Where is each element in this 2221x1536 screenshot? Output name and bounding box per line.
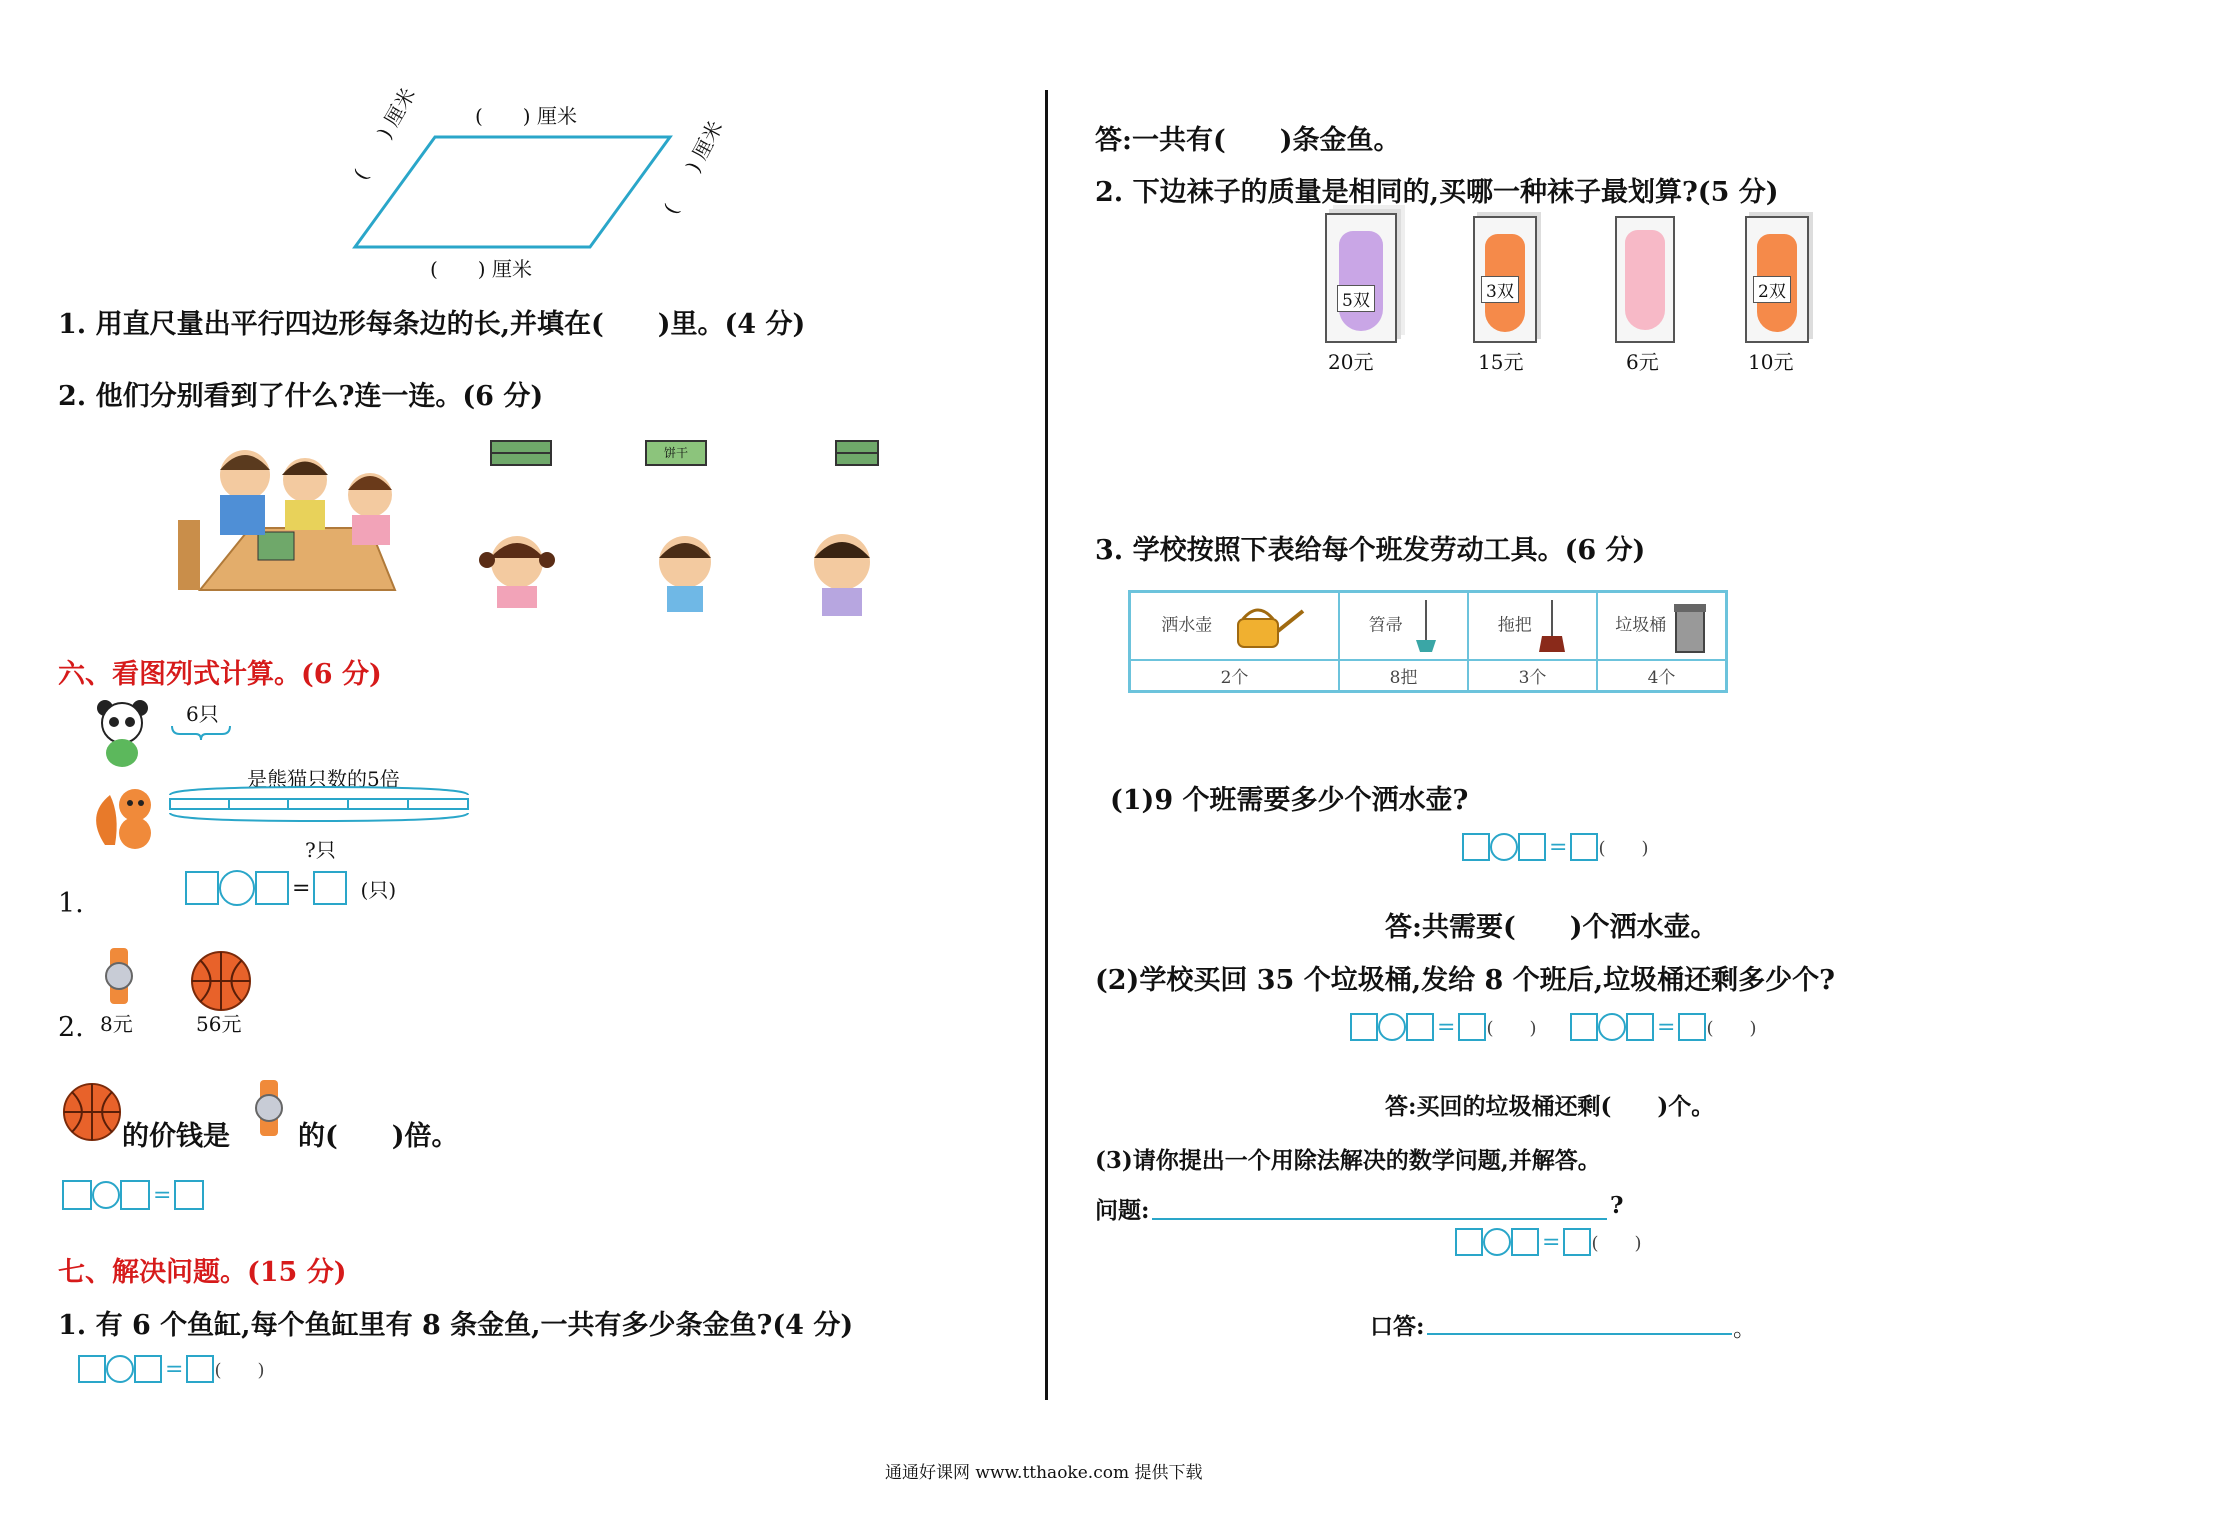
answer-box[interactable] [134,1355,162,1383]
answer-box[interactable] [186,1355,214,1383]
sock-pack-label: 3双 [1481,276,1519,303]
sub-2-equation-1: = ( ) [1350,1013,1536,1041]
operator-circle[interactable] [106,1355,134,1383]
sock-pack-1 [1325,213,1397,343]
answer-box[interactable] [1455,1228,1483,1256]
mop-icon [1537,598,1567,654]
sub-3-equation: = ( ) [1455,1228,1641,1256]
answer-box[interactable] [1678,1013,1706,1041]
parallelogram-top-label: ( ) 厘米 [475,104,577,128]
sub-2-answer: 答:买回的垃圾桶还剩( )个。 [1385,1093,1715,1120]
sock-pack-4 [1745,216,1809,343]
answer-box[interactable] [1570,1013,1598,1041]
squirrel-bar-diagram [168,785,473,835]
header-trash-bin: 垃圾桶 [1615,615,1667,636]
operator-circle[interactable] [1598,1013,1626,1041]
s6-item-2-number: 2. [58,1012,84,1043]
s7-question-1: 1. 有 6 个鱼缸,每个鱼缸里有 8 条金鱼,一共有多少条金鱼?(4 分) [58,1310,854,1341]
parallelogram-left-label: ( ) 厘米 [348,83,421,184]
answer-box[interactable] [120,1180,150,1210]
trash-bin-icon [1672,598,1708,654]
s7-q1-equation: = ( ) [78,1355,264,1383]
right-answer-1: 答:一共有( )条金鱼。 [1095,125,1401,156]
s6-item-2-text-b: 的( )倍。 [298,1121,459,1152]
sock-price-4: 10元 [1748,350,1794,374]
watch-icon [248,1080,290,1136]
sub-1-equation: = ( ) [1462,833,1648,861]
sub-question-1-text: (1)9 个班需要多少个洒水壶? [1110,785,1469,816]
answer-box[interactable] [1626,1013,1654,1041]
sub-1-answer: 答:共需要( )个洒水壶。 [1385,912,1718,943]
column-divider [1045,90,1048,1400]
operator-circle[interactable] [1378,1013,1406,1041]
right-question-3: 3. 学校按照下表给每个班发劳动工具。(6 分) [1095,535,1646,566]
answer-paren: ( ) [214,1360,265,1381]
table-value-cell: 8把 [1339,660,1468,692]
panda-icon [95,698,150,768]
boy-portrait-2 [805,530,880,620]
parallelogram-right-label: ( ) 厘米 [658,116,728,219]
squirrel-question-label: ?只 [305,838,336,862]
answer-box[interactable] [78,1355,106,1383]
table-header-cell [1468,592,1597,660]
left-question-2: 2. 他们分别看到了什么?连一连。(6 分) [58,381,544,412]
section-6-heading: 六、看图列式计算。(6 分) [58,659,382,690]
answer-paren: ( ) [1591,1233,1642,1254]
sock-pack-label: 2双 [1753,276,1791,303]
ball-price-label: 56元 [196,1012,242,1036]
children-table-illustration [170,440,430,610]
sub-2-equation-2: = ( ) [1570,1013,1756,1041]
table-header-cell [1597,592,1727,660]
panda-count-label: 6只 [186,702,219,726]
squirrel-icon [85,775,165,855]
view-top-2 [645,440,707,466]
answer-paren: ( ) [1598,838,1649,859]
sock-image [1625,230,1665,330]
operator-circle[interactable] [219,870,255,906]
header-watering-can: 洒水壶 [1161,615,1213,636]
question-mark: ? [1610,1192,1624,1219]
parallelogram-shape [355,137,670,247]
page-footer: 通通好课网 www.tthaoke.com 提供下载 [885,1463,1203,1483]
table-value-cell: 4个 [1597,660,1727,692]
sub-question-2: (2)学校买回 35 个垃圾桶,发给 8 个班后,垃圾桶还剩多少个? [1095,965,1835,996]
table-header-cell [1130,592,1340,660]
header-mop: 拖把 [1497,615,1532,636]
sock-pack-label: 5双 [1337,285,1375,312]
s6-item-2-equation: = [62,1180,204,1210]
operator-circle[interactable] [92,1181,120,1209]
operator-circle[interactable] [1490,833,1518,861]
relation-label: 是熊猫只数的5倍 [247,767,400,791]
answer-box[interactable] [62,1180,92,1210]
answer-box[interactable] [1458,1013,1486,1041]
table-header-cell [1339,592,1468,660]
sock-price-3: 6元 [1626,350,1659,374]
watch-price-label: 8元 [100,1012,133,1036]
s6-item-1-number: 1. [58,888,84,919]
basketball-icon [62,1082,122,1142]
view-card-label: 饼干 [663,446,688,460]
tools-table [1128,590,1728,693]
watering-can-icon [1218,601,1308,651]
view-top-1 [490,440,552,466]
sock-price-2: 15元 [1478,350,1524,374]
question-label: 问题: [1095,1197,1150,1224]
answer-end: 。 [1733,1316,1756,1342]
parallelogram-bottom-label: ( ) 厘米 [430,257,532,281]
operator-circle[interactable] [1483,1228,1511,1256]
view-side-3 [835,440,879,466]
answer-paren: ( ) [1706,1018,1757,1039]
answer-box[interactable] [1563,1228,1591,1256]
answer-box[interactable] [185,871,219,905]
sub-question-3: (3)请你提出一个用除法解决的数学问题,并解答。 [1095,1147,1601,1174]
table-value-cell: 3个 [1468,660,1597,692]
boy-portrait-1 [650,530,720,615]
header-broom: 笤帚 [1368,615,1403,636]
basketball-icon [190,950,252,1012]
unit-label: (只) [360,877,397,902]
girl-portrait [475,530,560,610]
section-7-heading: 七、解决问题。(15 分) [58,1257,347,1288]
right-question-2: 2. 下边袜子的质量是相同的,买哪一种袜子最划算?(5 分) [1095,177,1779,208]
answer-box[interactable] [174,1180,204,1210]
answer-paren: ( ) [1486,1018,1537,1039]
watch-icon [98,948,140,1004]
s6-item-1-equation: = (只) [185,870,396,906]
sock-pack-3 [1615,216,1675,343]
sub-question-1 [1110,778,1468,817]
question-input-line[interactable] [1152,1218,1607,1220]
panda-bracket [170,724,232,748]
left-question-1: 1. 用直尺量出平行四边形每条边的长,并填在( )里。(4 分) [58,309,806,340]
answer-box[interactable] [1570,833,1598,861]
table-value-cell: 2个 [1130,660,1340,692]
answer-box[interactable] [255,871,289,905]
answer-box[interactable] [1462,833,1490,861]
sock-image [1339,231,1383,331]
answer-input-line[interactable] [1427,1333,1732,1335]
answer-label: 口答: [1370,1313,1425,1340]
answer-box[interactable] [1511,1228,1539,1256]
sock-price-1: 20元 [1328,350,1374,374]
answer-box[interactable] [1350,1013,1378,1041]
sock-pack-2 [1473,216,1537,343]
answer-box[interactable] [1406,1013,1434,1041]
broom-icon [1408,598,1438,654]
answer-box[interactable] [1518,833,1546,861]
answer-box[interactable] [313,871,347,905]
s6-item-2-text-a: 的价钱是 [122,1121,230,1152]
